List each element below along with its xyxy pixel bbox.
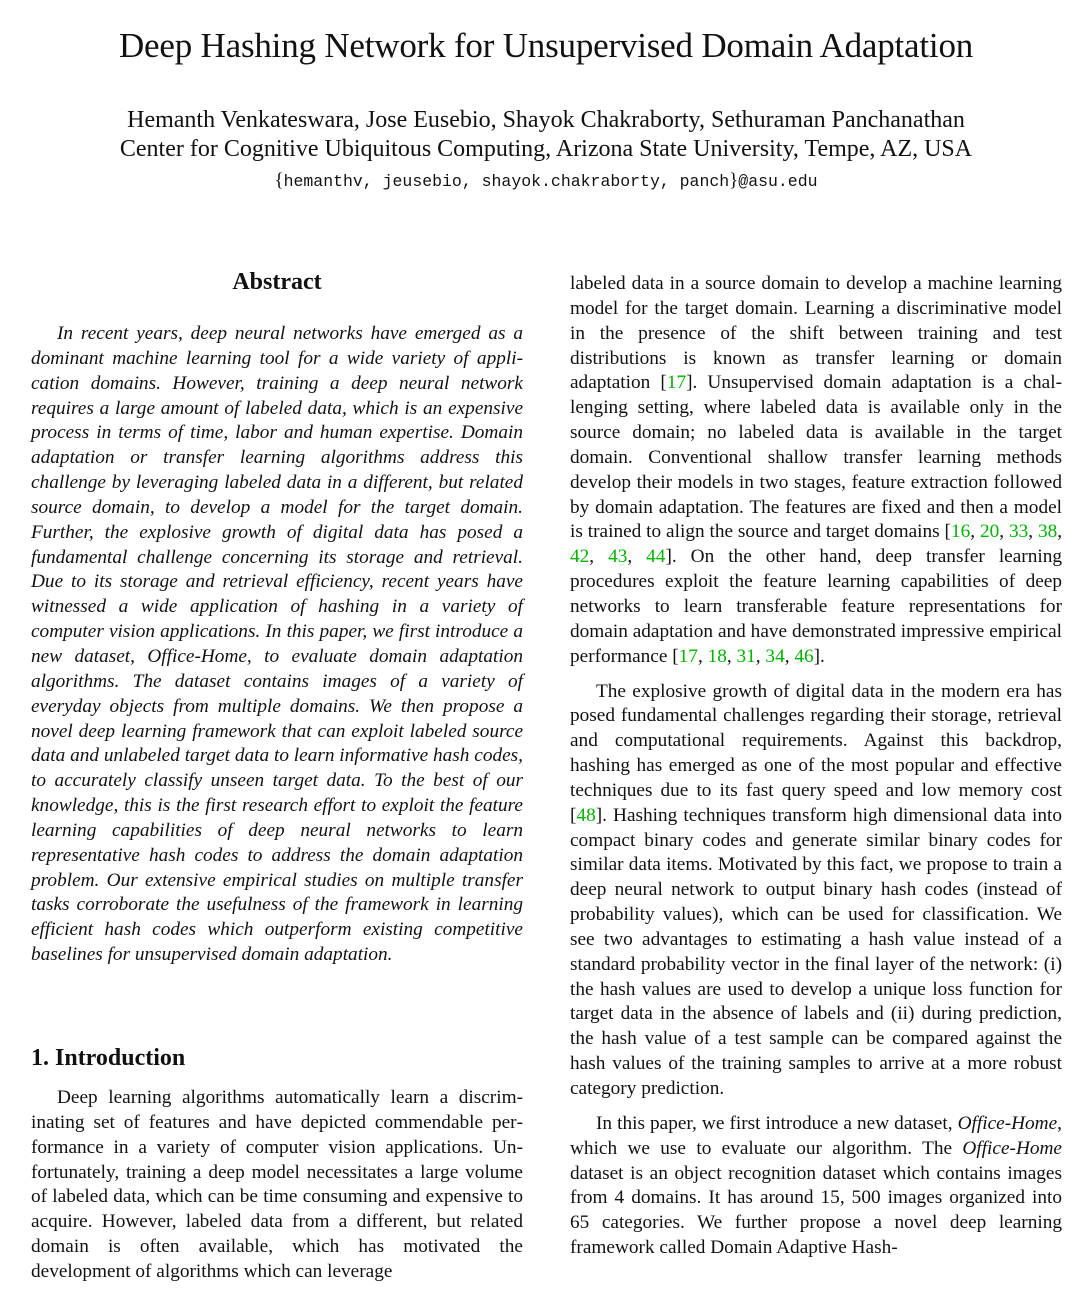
dataset-name: Office-Home (957, 1112, 1058, 1134)
introduction-paragraph-2: The explosive growth of digital data in the modern era has posed fundamental challenges regarding their storage, retrieval and computational requirements. Against this backdrop, hashing has emerged as one of the most popular and effective techniques due to its fast query speed and low memory cost [48]. Hashing techniques transform high dimensional data into compact binary codes and generate similar binary codes for similar data items. Motivated by this fact, we propose to train a deep neural network to output binary hash codes (instead of probability values), which can be used for classification. We see two advantages to estimating a hash value instead of a standard probability vector in the final layer of the network: (i) the hash values are used to develop a unique loss function for target data in the absence of labels and (ii) during prediction, the hash value of a test sample can be compared against the hash values of the training samples to arrive at a more robust category prediction. (570, 680, 1062, 1099)
author-emails (0, 170, 1092, 193)
dataset-name: Office-Home (962, 1137, 1062, 1159)
email-close-brace: } (729, 170, 739, 191)
right-column (570, 272, 1062, 1261)
abstract-heading: Abstract (232, 269, 322, 295)
citation-link[interactable]: 43 (608, 546, 628, 568)
citation-link[interactable]: 34 (765, 645, 785, 667)
abstract-text: In recent years, deep neural networks have emerged as a dominant machine learning tool for a wide variety of application domains. However, training a deep neural network requires a large amount of labeled data, which is an expensive process in terms of time, labor and human expertise. Domain adaptation or transfer learning algorithms address this challenge by leveraging labeled data in a different, but related source domain, to develop a model for the target domain. Further, the explosive growth of digital data has posed a fundamental challenge concerning its storage and retrieval. Due to its storage and retrieval efficiency, recent years have witnessed a wide application of hashing in a variety of computer vision applications. In this paper, we first introduce a new dataset, Office-Home, to evaluate domain adaptation algorithms. The dataset contains images of a variety of everyday objects from multiple domains. We then propose a novel deep learning framework that can exploit labeled source data and unlabeled target data to learn informative hash codes, to accurately classify unseen target data. To the best of our knowledge, this is the first research effort to exploit the feature learning capabilities of deep neural networks to learn representative hash codes to address the domain adaptation problem. Our extensive empirical studies on multiple transfer tasks corroborate the usefulness of the framework in learning efficient hash codes which outperform existing competitive baselines for unsupervised domain adaptation. (31, 323, 523, 966)
citation-link[interactable]: 18 (707, 645, 727, 667)
citation-link[interactable]: 31 (736, 645, 756, 667)
email-names: hemanthv, jeusebio, shayok.chakraborty, panch (283, 172, 730, 191)
citation-link[interactable]: 48 (576, 804, 596, 826)
introduction-paragraph-1-continued: labeled data in a source domain to develop a machine learning model for the target domain. Learning a discriminative model in the presence of the shift between training and test distributions is known as transfer learning or domain adaptation [17]. Unsupervised domain adaptation is a challenging setting, where labeled data is available only in the source domain; no labeled data is available in the target domain. Conventional shallow transfer learning methods develop their models in two stages, feature extraction followed by domain adaptation. The features are fixed and then a model is trained to align the source and target domains [16, 20, 33, 38, 42, 43, 44]. On the other hand, deep transfer learning procedures exploit the feature learning capabilities of deep networks to learn transferable feature representations for domain adaptation and have demonstrated impressive empirical performance [17, 18, 31, 34, 46]. (570, 273, 1063, 667)
citation-link[interactable]: 42 (570, 546, 590, 568)
introduction-heading: 1. Introduction (31, 1045, 186, 1071)
citation-link[interactable]: 46 (794, 645, 814, 667)
citation-link[interactable]: 20 (979, 521, 1000, 543)
paper-title: Deep Hashing Network for Unsupervised Domain Adaptation (118, 26, 974, 65)
citation-link[interactable]: 17 (666, 372, 687, 394)
citation-link[interactable]: 17 (678, 645, 698, 667)
affiliation: Center for Cognitive Ubiquitous Computing, Arizona State University, Tempe, AZ, USA (119, 136, 973, 162)
introduction-paragraph-3: In this paper, we first introduce a new dataset, Office-Home, which we use to evaluate our algorithm. The Office-Home dataset is an object recognition dataset which contains images from 4 domains. It has around 15, 500 images organized into 65 categories. We further propose a novel deep learning framework called Domain Adaptive Hash- (570, 1112, 1062, 1259)
email-open-brace: { (274, 170, 284, 191)
email-domain: @asu.edu (738, 172, 818, 191)
author-list: Hemanth Venkateswara, Jose Eusebio, Shayok Chakraborty, Sethuraman Panchanathan (127, 107, 965, 133)
introduction-paragraph-1: Deep learning algorithms automatically learn a discriminating set of features and have depicted commendable performance in a variety of computer vision applications. Unfortunately, training a deep model necessitates a large volume of labeled data, which can be time consuming and expensive to acquire. However, labeled data from a different, but related domain is often available, which has motivated the development of algorithms which can leverage (31, 1087, 523, 1282)
citation-link[interactable]: 44 (646, 546, 666, 568)
citation-link[interactable]: 38 (1037, 521, 1058, 543)
citation-link[interactable]: 33 (1008, 521, 1029, 543)
citation-link[interactable]: 16 (950, 521, 971, 543)
